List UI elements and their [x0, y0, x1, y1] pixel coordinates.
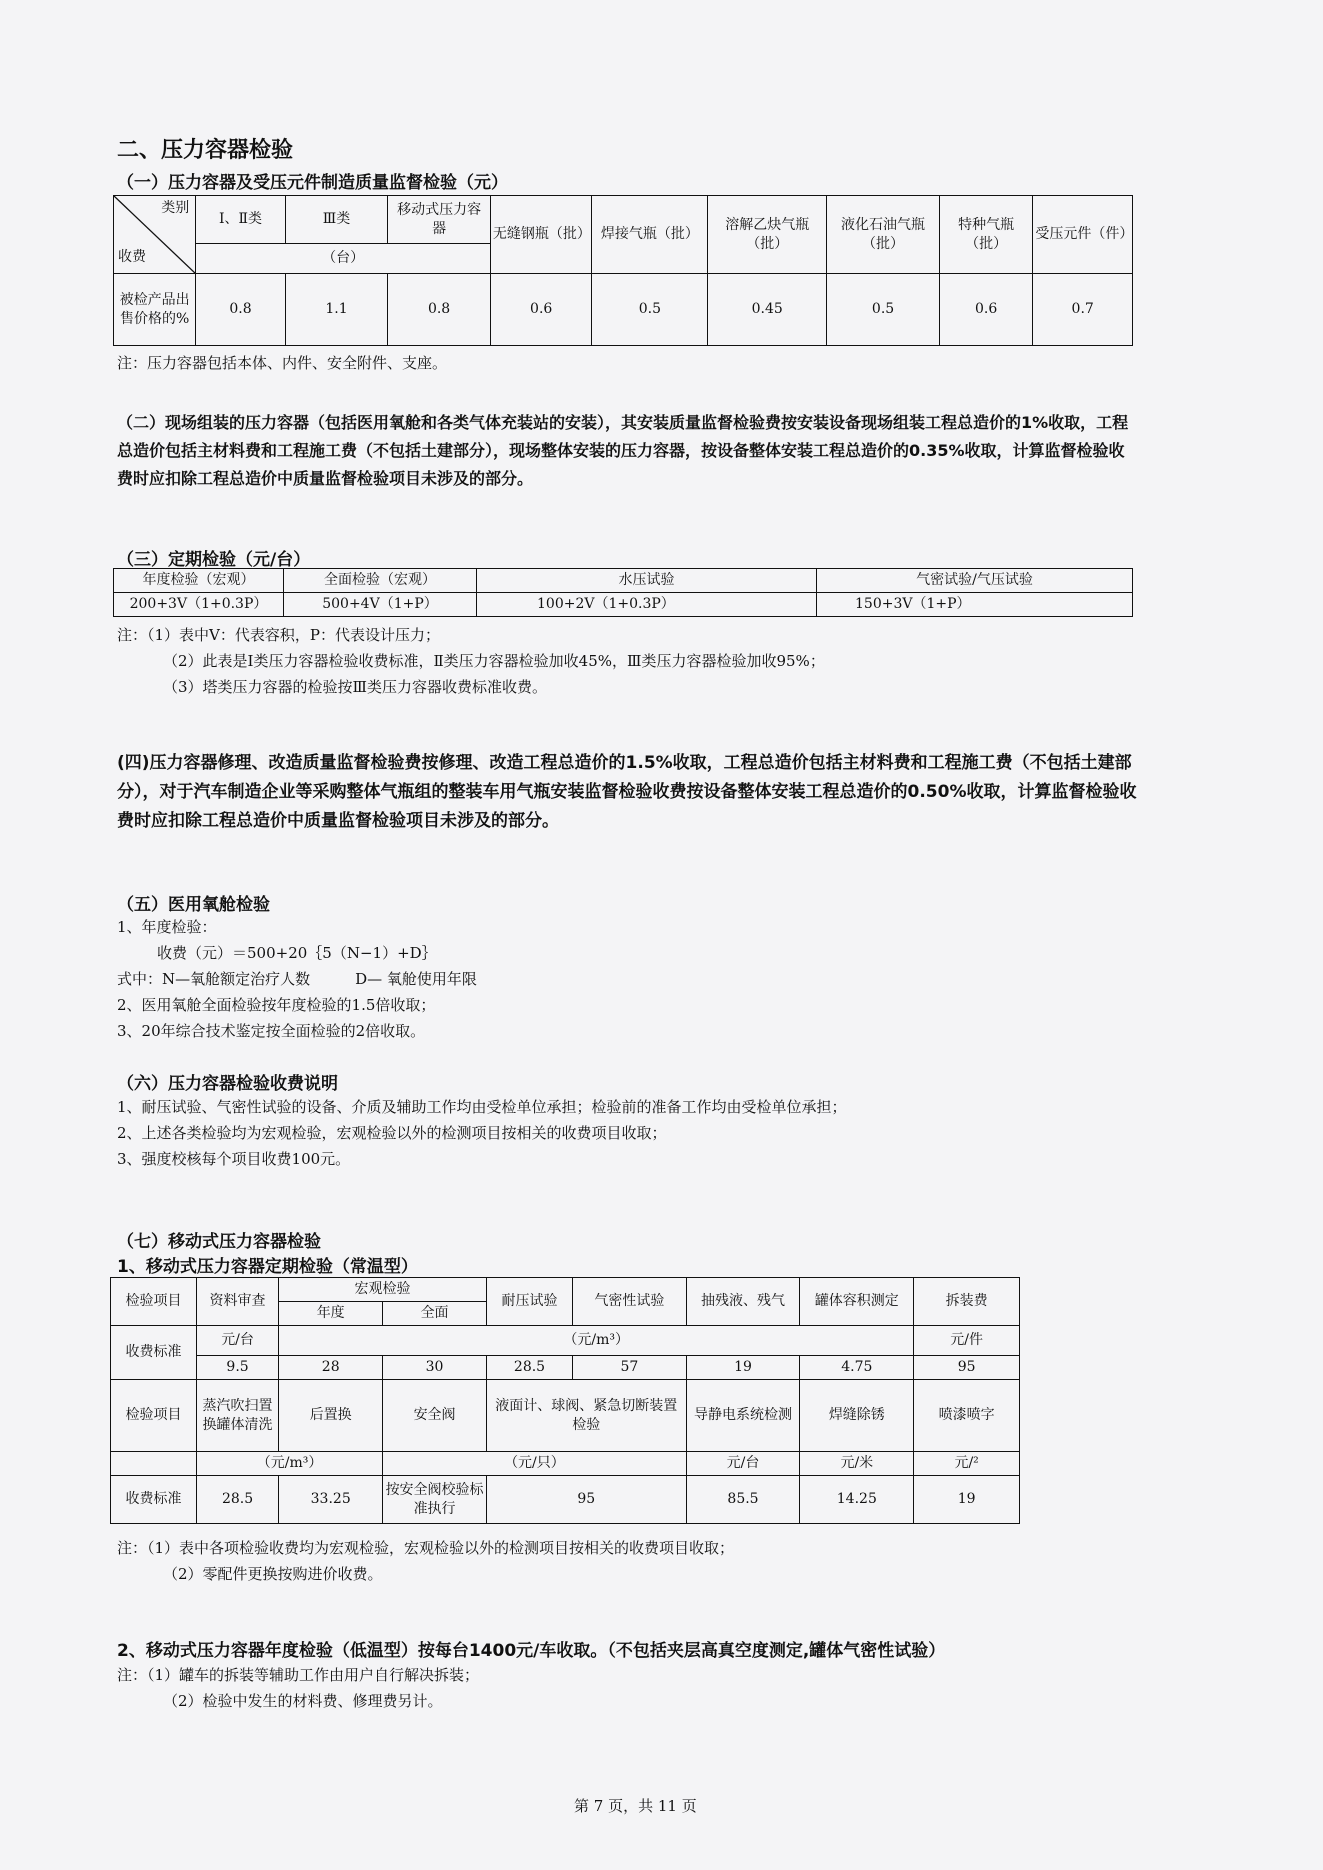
- s7-cell: 检验项目: [111, 1278, 197, 1326]
- s1-corner-bottom: 收费: [118, 249, 146, 265]
- s5-line: 2、医用氧舱全面检验按年度检验的1.5倍收取；: [117, 996, 436, 1014]
- s1-value: 0.6: [490, 274, 592, 346]
- s1-header: Ⅰ、Ⅱ类: [196, 196, 285, 244]
- s7-cell: 拆装费: [914, 1278, 1020, 1326]
- s7-cell: 33.25: [279, 1476, 383, 1524]
- s7-cell: 元/米: [800, 1452, 914, 1476]
- s7-cell: 28.5: [196, 1476, 278, 1524]
- s1-header: 焊接气瓶（批）: [592, 196, 708, 274]
- s7-cell: 9.5: [196, 1356, 278, 1380]
- s6-line: 3、强度校核每个项目收费100元。: [117, 1150, 351, 1168]
- s1-value: 0.6: [939, 274, 1032, 346]
- s7-note2: 注：（1）罐车的拆装等辅助工作由用户自行解决拆装；: [117, 1666, 480, 1684]
- s7-cell: 元/台: [686, 1452, 800, 1476]
- s1-value: 0.5: [592, 274, 708, 346]
- s7-cell: 年度: [279, 1302, 383, 1326]
- s7-cell: 后置换: [279, 1380, 383, 1452]
- s1-header: 特种气瓶（批）: [939, 196, 1032, 274]
- s7-cell: （元/只）: [383, 1452, 686, 1476]
- s3-table: [113, 568, 1133, 617]
- s3-header: 气密试验/气压试验: [817, 569, 1133, 593]
- s7-cell: 焊缝除锈: [800, 1380, 914, 1452]
- s7-cell: 元/²: [914, 1452, 1020, 1476]
- s7-cell: 收费标准: [111, 1476, 197, 1524]
- s1-value: 0.5: [827, 274, 940, 346]
- s7-cell: 安全阀: [383, 1380, 487, 1452]
- s5-formula: 收费（元）＝500+20｛5（N−1）+D｝: [157, 944, 437, 962]
- s3-value: 150+3V（1+P）: [817, 593, 1133, 617]
- s1-unit-tai: （台）: [196, 244, 491, 274]
- s7-cell: （元/m³）: [196, 1452, 382, 1476]
- s1-note: 注：压力容器包括本体、内件、安全附件、支座。: [117, 354, 448, 372]
- s1-header: 无缝钢瓶（批）: [490, 196, 592, 274]
- s6-line: 1、耐压试验、气密性试验的设备、介质及辅助工作均由受检单位承担；检验前的准备工作均由受检单位承担；: [117, 1098, 847, 1116]
- s3-value: 500+4V（1+P）: [284, 593, 477, 617]
- s1-header: 移动式压力容器: [388, 196, 491, 244]
- s7-cell: 耐压试验: [486, 1278, 572, 1326]
- s3-value: 200+3V（1+0.3P）: [114, 593, 284, 617]
- s7-note2: （2）检验中发生的材料费、修理费另计。: [163, 1692, 443, 1710]
- s7-cell: 19: [686, 1356, 800, 1380]
- s7-cell: 4.75: [800, 1356, 914, 1380]
- s2-paragraph: （二）现场组装的压力容器（包括医用氧舱和各类气体充装站的安装），其安装质量监督检验费按安装设备现场组装工程总造价的1%收取，工程总造价包括主材料费和工程施工费（不包括土建部分），现场整体安装的压力容器，按设备整体安装工程总造价的0.35%收取，计算监督检验收费时应扣除工程总造价中质量监督检验项目未涉及的部分。: [117, 413, 1129, 488]
- s7-cell: 气密性试验: [573, 1278, 687, 1326]
- s1-table: [113, 195, 1133, 346]
- s3-note: （2）此表是Ⅰ类压力容器检验收费标准，Ⅱ类压力容器检验加收45%，Ⅲ类压力容器检验加收95%；: [163, 652, 825, 670]
- page-footer: 第 7 页，共 11 页: [574, 1797, 697, 1815]
- s1-header: Ⅲ类: [285, 196, 388, 244]
- s7-cell: 宏观检验: [279, 1278, 487, 1302]
- s7-cell: 导静电系统检测: [686, 1380, 800, 1452]
- s7-cell: 95: [914, 1356, 1020, 1380]
- s3-header: 年度检验（宏观）: [114, 569, 284, 593]
- s1-header: 受压元件（件）: [1033, 196, 1133, 274]
- s7-cell: 喷漆喷字: [914, 1380, 1020, 1452]
- s7-cell: 检验项目: [111, 1380, 197, 1452]
- s7-note: 注：（1）表中各项检验收费均为宏观检验，宏观检验以外的检测项目按相关的收费项目收取；: [117, 1539, 735, 1557]
- section-title: 二、压力容器检验: [117, 138, 294, 163]
- s1-value: 0.8: [196, 274, 285, 346]
- s1-value: 0.8: [388, 274, 491, 346]
- s6-title: （六）压力容器检验收费说明: [117, 1074, 338, 1094]
- s7-cell: 抽残液、残气: [686, 1278, 800, 1326]
- s1-corner-top: 类别: [161, 200, 190, 216]
- s1-value: 1.1: [285, 274, 388, 346]
- s1-corner-cell: [114, 196, 196, 274]
- s3-title: （三）定期检验（元/台）: [117, 550, 311, 570]
- s7-cell: 57: [573, 1356, 687, 1380]
- s3-value: 100+2V（1+0.3P）: [477, 593, 817, 617]
- s7-cell: 液面计、球阀、紧急切断装置检验: [486, 1380, 686, 1452]
- s7-cell: 19: [914, 1476, 1020, 1524]
- s7-cell: （元/m³）: [279, 1326, 914, 1356]
- s7-cell: 95: [486, 1476, 686, 1524]
- s3-note: （3）塔类压力容器的检验按Ⅲ类压力容器收费标准收费。: [163, 678, 548, 696]
- s3-header: 全面检验（宏观）: [284, 569, 477, 593]
- s7-sub1: 1、移动式压力容器定期检验（常温型）: [117, 1257, 418, 1277]
- s7-table: [110, 1277, 1020, 1524]
- s5-line: 1、年度检验：: [117, 918, 217, 936]
- s5-line: 式中：N—氧舱额定治疗人数 D— 氧舱使用年限: [117, 970, 477, 988]
- s7-sub2: 2、移动式压力容器年度检验（低温型）按每台1400元/车收取。（不包括夹层高真空度测定,罐体气密性试验）: [117, 1641, 946, 1661]
- s6-line: 2、上述各类检验均为宏观检验，宏观检验以外的检测项目按相关的收费项目收取；: [117, 1124, 667, 1142]
- s7-cell: 85.5: [686, 1476, 800, 1524]
- s1-header: 液化石油气瓶（批）: [827, 196, 940, 274]
- s7-cell: 14.25: [800, 1476, 914, 1524]
- s1-row-label: 被检产品出售价格的%: [114, 274, 196, 346]
- s7-cell: 罐体容积测定: [800, 1278, 914, 1326]
- s1-value: 0.7: [1033, 274, 1133, 346]
- s1-title: （一）压力容器及受压元件制造质量监督检验（元）: [117, 173, 508, 193]
- s7-cell: 元/台: [196, 1326, 278, 1356]
- s7-title: （七）移动式压力容器检验: [117, 1232, 321, 1252]
- s3-note: 注：（1）表中V：代表容积，P：代表设计压力；: [117, 626, 440, 644]
- s5-title: （五）医用氧舱检验: [117, 895, 270, 915]
- s7-cell: 元/件: [914, 1326, 1020, 1356]
- s7-cell: 资料审查: [196, 1278, 278, 1326]
- s5-line: 3、20年综合技术鉴定按全面检验的2倍收取。: [117, 1022, 426, 1040]
- s7-cell: [111, 1452, 197, 1476]
- s7-note: （2）零配件更换按购进价收费。: [163, 1565, 383, 1583]
- s7-cell: 28: [279, 1356, 383, 1380]
- s1-value: 0.45: [708, 274, 827, 346]
- s3-header: 水压试验: [477, 569, 817, 593]
- s1-header: 溶解乙炔气瓶（批）: [708, 196, 827, 274]
- s7-cell: 按安全阀校验标准执行: [383, 1476, 487, 1524]
- s4-paragraph: (四)压力容器修理、改造质量监督检验费按修理、改造工程总造价的1.5%收取，工程总造价包括主材料费和工程施工费（不包括土建部分），对于汽车制造企业等采购整体气瓶组的整装车用气瓶安装监督检验收费按设备整体安装工程总造价的0.50%收取，计算监督检验收费时应扣除工程总造价中质量监督检验项目未涉及的部分。: [117, 753, 1137, 831]
- s7-cell: 30: [383, 1356, 487, 1380]
- s7-cell: 蒸汽吹扫置换罐体清洗: [196, 1380, 278, 1452]
- s7-cell: 28.5: [486, 1356, 572, 1380]
- s7-cell: 全面: [383, 1302, 487, 1326]
- s7-cell: 收费标准: [111, 1326, 197, 1380]
